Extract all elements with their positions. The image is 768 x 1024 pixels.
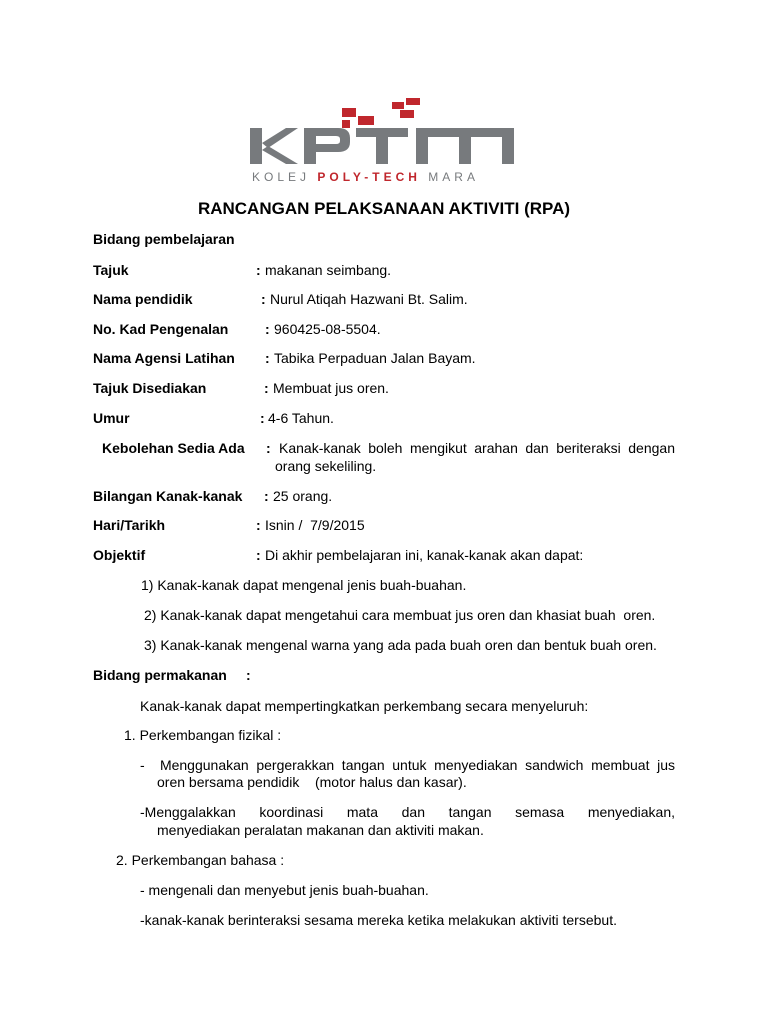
field-no-kad-colon: : (265, 321, 270, 337)
logo-text-pre: KOLEJ (252, 170, 311, 184)
section1-bullet1-line2: oren bersama pendidik (motor halus dan kasar). (157, 774, 467, 790)
field-tajuk-disediakan-label: Tajuk Disediakan (93, 380, 207, 396)
field-bidang-pembelajaran: Bidang pembelajaran (93, 231, 235, 247)
objective-item-1: 1) Kanak-kanak dapat mengenal jenis buah-buahan. (141, 577, 467, 593)
field-kebolehan-value-line1: Kanak-kanak boleh mengikut arahan dan beriteraksi dengan (279, 440, 675, 456)
section1-bullet2-line2: menyediakan peralatan makanan dan aktiviti makan. (157, 822, 484, 838)
field-nama-pendidik-colon: : (261, 291, 266, 307)
field-hari-colon: : (256, 517, 261, 533)
field-kebolehan-value-line2: orang sekeliling. (275, 458, 377, 474)
field-bilangan-colon: : (264, 488, 269, 504)
kptm-logo (246, 96, 526, 186)
svg-text:KOLEJ POLY-TECH MARA (252, 170, 479, 184)
field-kebolehan-label: Kebolehan Sedia Ada (102, 440, 245, 456)
field-umur-colon: : (260, 410, 265, 426)
logo-text-mid: POLY-TECH (317, 170, 421, 184)
field-nama-pendidik-label: Nama pendidik (93, 291, 193, 307)
field-umur-label: Umur (93, 410, 130, 426)
field-nama-pendidik-value: Nurul Atiqah Hazwani Bt. Salim. (270, 291, 468, 307)
field-tajuk-disediakan-value: Membuat jus oren. (273, 380, 389, 396)
field-agensi-colon: : (265, 350, 270, 366)
field-agensi-label: Nama Agensi Latihan (93, 350, 235, 366)
field-objektif-value: Di akhir pembelajaran ini, kanak-kanak akan dapat: (265, 547, 584, 563)
objective-item-2: 2) Kanak-kanak dapat mengetahui cara membuat jus oren dan khasiat buah oren. (144, 607, 656, 623)
field-hari-value: Isnin / 7/9/2015 (265, 517, 365, 533)
field-bilangan-value: 25 orang. (273, 488, 333, 504)
field-tajuk-disediakan-colon: : (264, 380, 269, 396)
section1-bullet2-line1: -Menggalakkan koordinasi mata dan tangan semasa menyediakan, (140, 804, 675, 820)
bidang-permakanan-colon: : (246, 667, 251, 683)
field-kebolehan-colon: : (266, 440, 271, 456)
field-hari-label: Hari/Tarikh (93, 517, 166, 533)
page-title: RANCANGAN PELAKSANAAN AKTIVITI (RPA) (197, 199, 571, 218)
logo-text-post: MARA (428, 170, 479, 184)
field-no-kad-label: No. Kad Pengenalan (93, 321, 229, 337)
field-objektif-colon: : (256, 547, 261, 563)
field-umur-value: 4-6 Tahun. (268, 410, 334, 426)
section1-bullet1-line1: - Menggunakan pergerakkan tangan untuk menyediakan sandwich membuat jus (140, 757, 675, 773)
section1-heading: 1. Perkembangan fizikal : (124, 727, 282, 743)
field-tajuk-value: makanan seimbang. (265, 262, 392, 278)
objective-item-3: 3) Kanak-kanak mengenal warna yang ada pada buah oren dan bentuk buah oren. (144, 637, 657, 653)
field-tajuk-colon: : (256, 262, 261, 278)
section2-bullet2: -kanak-kanak berinteraksi sesama mereka ketika melakukan aktiviti tersebut. (140, 912, 617, 928)
field-agensi-value: Tabika Perpaduan Jalan Bayam. (274, 350, 476, 366)
section2-bullet1: - mengenali dan menyebut jenis buah-buahan. (140, 882, 429, 898)
field-tajuk-label: Tajuk (93, 262, 129, 278)
field-objektif-label: Objektif (93, 547, 146, 563)
field-no-kad-value: 960425-08-5504. (274, 321, 381, 337)
bidang-permakanan-label: Bidang permakanan (93, 667, 227, 683)
intro-text: Kanak-kanak dapat mempertingkatkan perkembang secara menyeluruh: (140, 698, 589, 714)
section2-heading: 2. Perkembangan bahasa : (116, 852, 285, 868)
field-bilangan-label: Bilangan Kanak-kanak (93, 488, 243, 504)
